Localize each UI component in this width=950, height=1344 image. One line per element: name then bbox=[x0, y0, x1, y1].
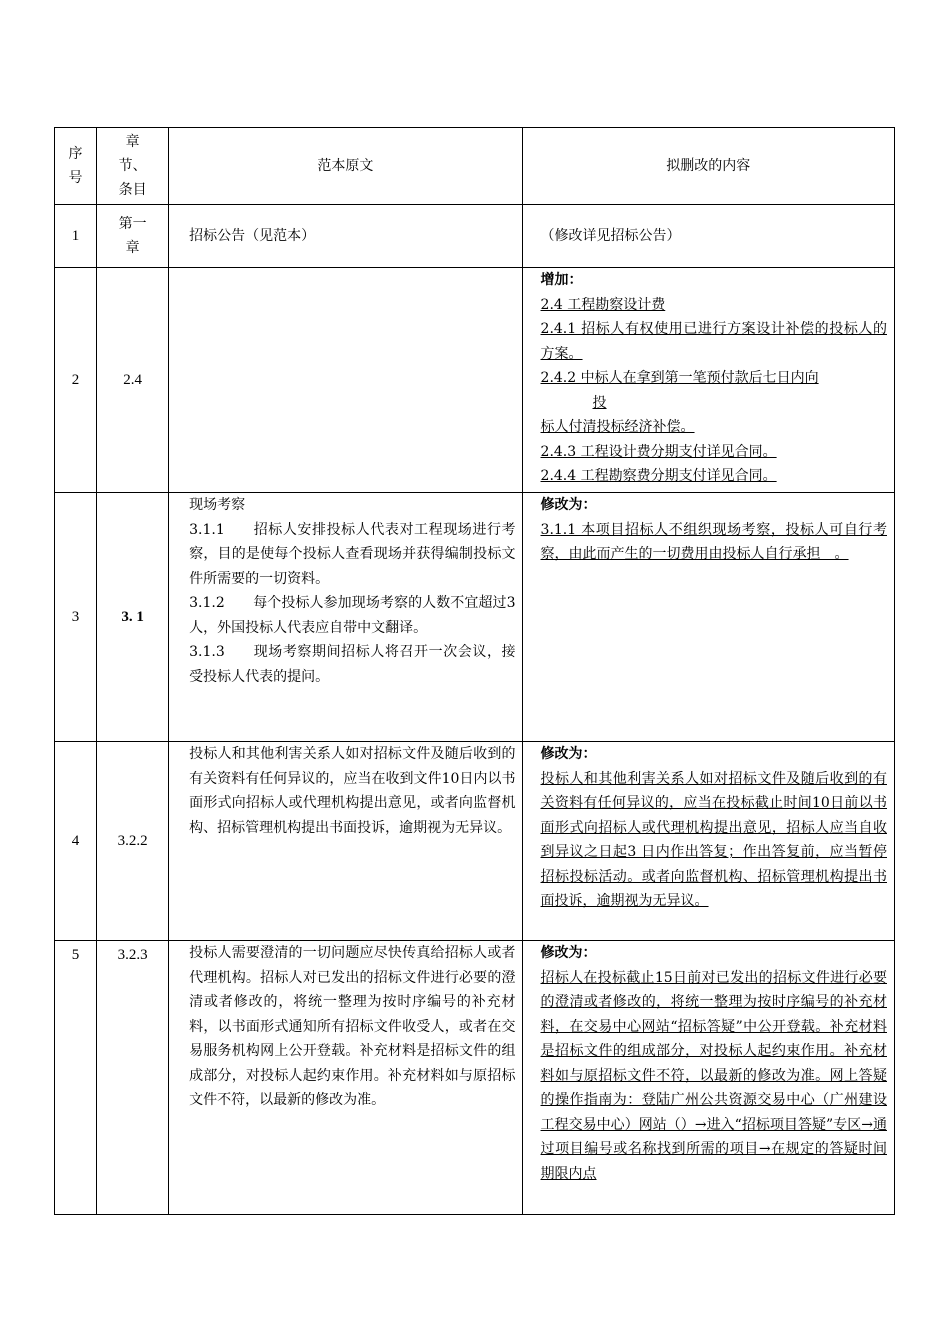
row-original-text: 投标人需要澄清的一切问题应尽快传真给招标人或者代理机构。招标人对已发出的招标文件进行必要的澄清或者修改的，将统一整理为按时序编号的补充材料，以书面形式通知所有招标文件收受人，或者在交易服务机构网上公开登载。补充材料是招标文件的组成部分，对投标人起约束作用。补充材料如与原招标文件不符，以最新的修改为准。 bbox=[169, 941, 522, 1215]
original-paragraph: 3.1.3 现场考察期间招标人将召开一次会议，接受投标人代表的提问。 bbox=[189, 644, 516, 685]
row-original-text bbox=[169, 493, 522, 742]
row-number: 1 bbox=[55, 205, 97, 268]
row-proposed-change bbox=[522, 742, 894, 941]
row-original-text: 招标公告（见范本） bbox=[169, 205, 522, 268]
header-serial-number: 序 号 bbox=[55, 128, 97, 205]
row-section: 第一 章 bbox=[97, 205, 169, 268]
row-proposed-change bbox=[522, 941, 894, 1215]
change-line: 2.4.2 中标人在拿到第一笔预付款后七日内向 bbox=[540, 370, 819, 386]
table-row bbox=[55, 941, 895, 1215]
row-number: 4 bbox=[55, 742, 97, 941]
change-heading: 修改为： bbox=[540, 746, 597, 762]
row-proposed-change: （修改详见招标公告） bbox=[522, 205, 894, 268]
row-number: 3 bbox=[55, 493, 97, 742]
change-heading: 修改为： bbox=[540, 945, 597, 961]
row-original-text bbox=[169, 268, 522, 493]
original-paragraph: 3.1.1 招标人安排投标人代表对工程现场进行考察，目的是使每个投标人查看现场并获得编制投标文件所需要的一切资料。 bbox=[189, 521, 516, 587]
change-heading: 增加： bbox=[540, 272, 583, 288]
table-row bbox=[55, 268, 895, 493]
original-line: 现场考察 bbox=[189, 497, 246, 513]
table-row bbox=[55, 742, 895, 941]
change-line: 3.1.1 本项目招标人不组织现场考察，投标人可自行考察，由此而产生的一切费用由投标人自行承担 。 bbox=[540, 521, 887, 562]
change-line: 2.4.4 工程勘察费分期支付详见合同。 bbox=[540, 468, 777, 484]
row-proposed-change bbox=[522, 268, 894, 493]
change-line: 投 bbox=[592, 394, 607, 411]
amendment-table bbox=[54, 127, 895, 1215]
row-original-text: 投标人和其他利害关系人如对招标文件及随后收到的有关资料有任何异议的，应当在收到文件10日内以书面形式向招标人或代理机构提出意见，或者向监督机构、招标管理机构提出书面投诉，逾期视为无异议。 bbox=[169, 742, 522, 941]
change-line: 2.4.3 工程设计费分期支付详见合同。 bbox=[540, 443, 777, 460]
row-section: 2.4 bbox=[97, 268, 169, 493]
change-line: 招标人在投标截止15日前对已发出的招标文件进行必要的澄清或者修改的，将统一整理为按时序编号的补充材料，在交易中心网站“招标答疑”中公开登载。补充材料是招标文件的组成部分，对投标人起约束作用。补充材料如与原招标文件不符，以最新的修改为准。网上答疑的操作指南为：登陆广州公共资源交易中心（广州建设工程交易中心）网站（）→进入“招标项目答疑”专区→通过项目编号或名称找到所需的项目→在规定的答疑时间期限内点 bbox=[540, 969, 887, 1182]
row-section: 3.2.2 bbox=[97, 742, 169, 941]
header-section: 章 节、 条目 bbox=[97, 128, 169, 205]
table-header-row bbox=[55, 128, 895, 205]
header-original-text: 范本原文 bbox=[169, 128, 522, 205]
row-section: 3.2.3 bbox=[97, 941, 169, 1215]
table-row bbox=[55, 493, 895, 742]
change-line: 标人付清投标经济补偿。 bbox=[540, 419, 695, 435]
header-proposed-change: 拟删改的内容 bbox=[522, 128, 894, 205]
table-row bbox=[55, 205, 895, 268]
row-proposed-change bbox=[522, 493, 894, 742]
row-number: 5 bbox=[55, 941, 97, 1215]
original-paragraph: 3.1.2 每个投标人参加现场考察的人数不宜超过3 人，外国投标人代表应自带中文翻译。 bbox=[189, 595, 516, 636]
row-section: 3. 1 bbox=[97, 493, 169, 742]
change-heading: 修改为： bbox=[540, 497, 597, 513]
change-line: 投标人和其他利害关系人如对招标文件及随后收到的有关资料有任何异议的，应当在投标截止时间10日前以书面形式向招标人或代理机构提出意见，招标人应当自收到异议之日起3 日内作出答复；作出答复前，应当暂停招标投标活动。或者向监督机构、招标管理机构提出书面投诉，逾期视为无异议。 bbox=[540, 770, 887, 909]
change-line: 2.4 工程勘察设计费 bbox=[540, 296, 666, 313]
row-number: 2 bbox=[55, 268, 97, 493]
change-line: 2.4.1 招标人有权使用已进行方案设计补偿的投标人的方案。 bbox=[540, 321, 887, 362]
